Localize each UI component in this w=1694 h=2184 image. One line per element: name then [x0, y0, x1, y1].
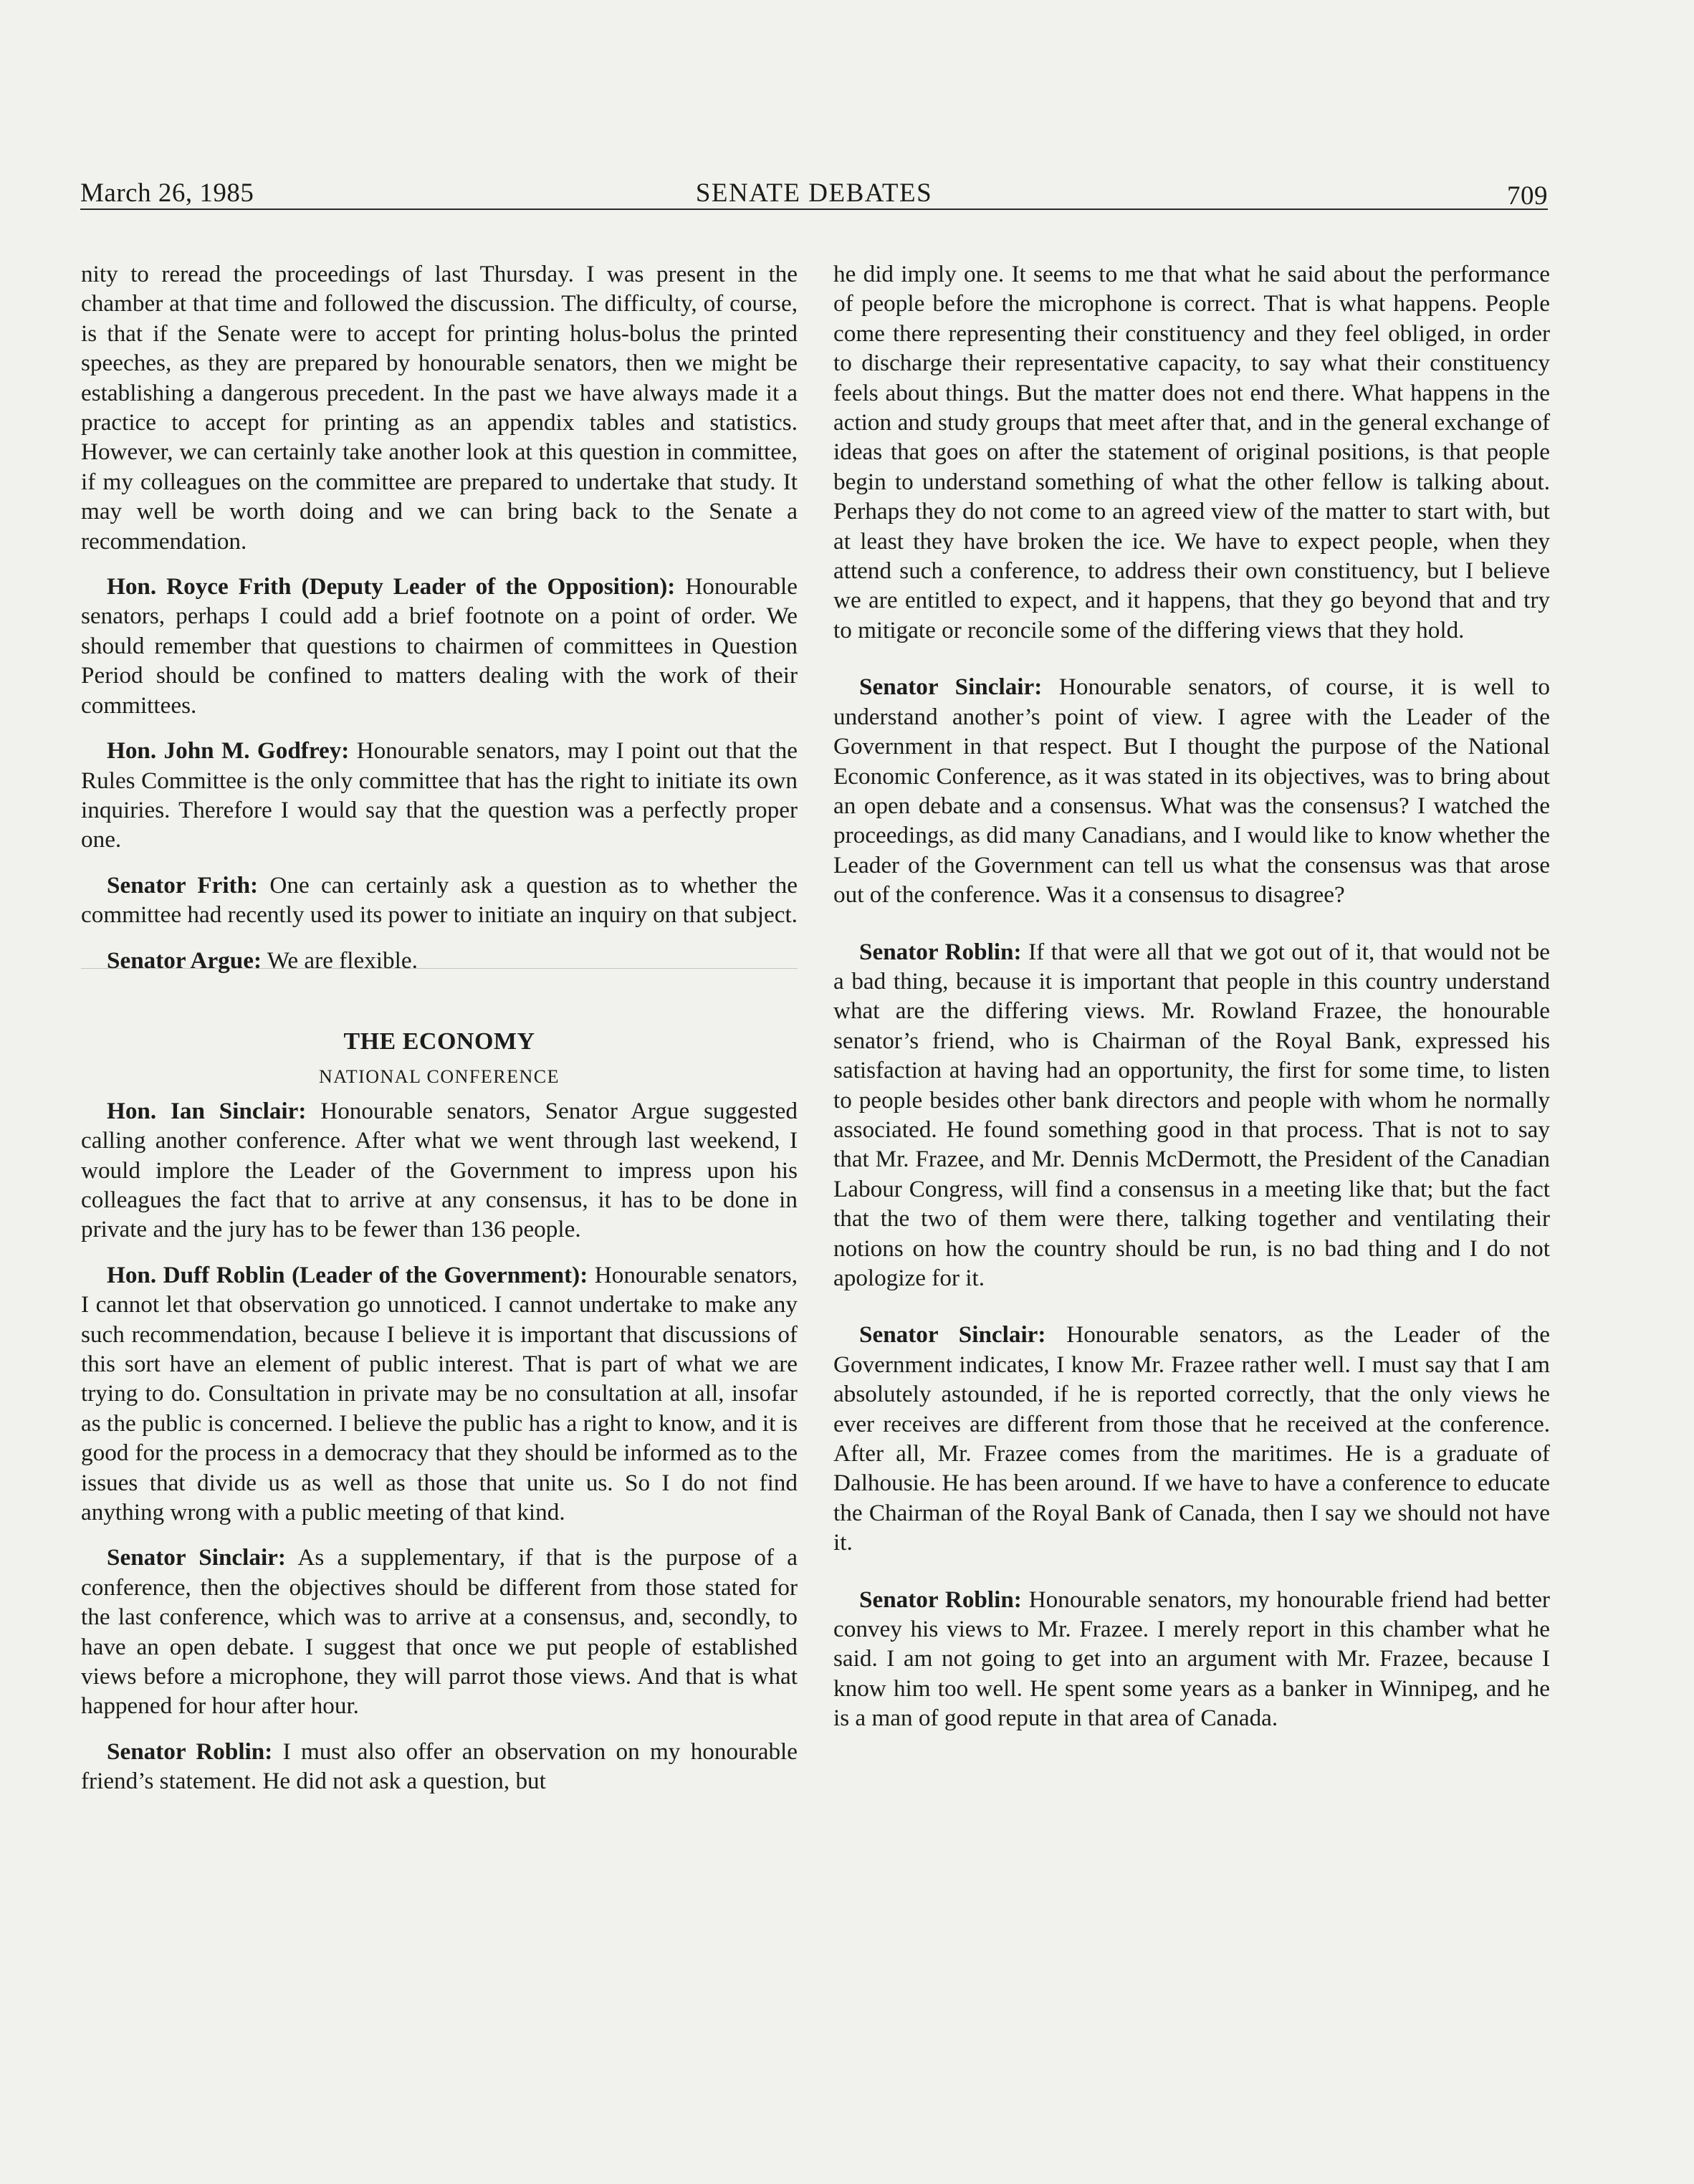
page-number: 709 — [1507, 181, 1548, 211]
speaker-name: Senator Sinclair: — [859, 674, 1043, 701]
speech-text: As a supplementary, if that is the purpose of a conference, then the objectives should be different from those stated for the last conference, which was to arrive at a consensus, and, secondly, to have an open debate. I suggest that once we put people of established views before a microphone, they will parrot those views. And that is what happened for hour after hour. — [81, 1544, 798, 1720]
speaker-name: Hon. John M. Godfrey: — [107, 737, 350, 765]
speech-text: Honourable senators, of course, it is well to understand another’s point of view. I agree with the Leader of the Government in that respect. But I thought the purpose of the National Economic Conference, as it was stated in its objectives, was to bring about an open debate and a consensus. What was the consensus? I watched the proceedings, as did many Canadians, and I would like to know whether the Leader of the Government can tell us what the consensus was that arose out of the conference. Was it a consensus to disagree? — [833, 674, 1550, 909]
speech-text: Honourable senators, Senator Argue suggested calling another conference. After what we went through last weekend, I would implore the Leader of the Government to impress upon his colleagues the fact that to arrive at any consensus, it has to be done in private and the jury has to be fewer than 136 people. — [81, 1097, 798, 1243]
speech-text: Honourable senators, may I point out that the Rules Committee is the only committee that has the right to initiate its own inquiries. Therefore I would say that the question was a perfectly proper one. — [81, 737, 798, 853]
paragraph: nity to reread the proceedings of last Thursday. I was present in the chamber at that time and followed the discussion. The difficulty, of course, is that if the Senate were to accept for printing holus-bolus the printed speeches, as they are prepared by honourable senators, then we might be establishing a dangerous precedent. In the past we have always made it a practice to accept for printing as an appendix tables and statistics. However, we can certainly take another look at this question in committee, if my colleagues on the committee are prepared to undertake that study. It may well be worth doing and we can bring back to the Senate a recommendation. — [81, 261, 798, 555]
paragraph — [833, 1585, 1550, 1733]
speech-text: Honourable senators, I cannot let that observation go unnoticed. I cannot undertake to make any such recommendation, because I believe it is important that discussions of this sort have an element of public interest. That is part of what we are trying to do. Consultation in private may be no consultation at all, insofar as the public is concerned. I believe the public has a right to know, and it is good for the process in a democracy that they should be informed as to the issues that divide us as well as those that unite us. So I do not find anything wrong with a public meeting of that kind. — [81, 1261, 798, 1526]
header-title: SENATE DEBATES — [695, 178, 933, 208]
speech-text: If that were all that we got out of it, that would not be a bad thing, because it is important that people in this country understand what are the differing views. Mr. Rowland Frazee, the honourable senator’s friend, who is Chairman of the Royal Bank, expressed his satisfaction at having had an opportunity, the first for some time, to listen to people besides other bank directors and people with whom he normally associated. He found something good in that process. That is not to say that Mr. Frazee, and Mr. Dennis McDermott, the President of the Canadian Labour Congress, will find a consensus in a meeting like that; but the fact that the two of them were there, talking together and ventilating their notions on how the country should be run, is no bad thing and I do not apologize for it. — [833, 938, 1550, 1291]
speech-text: Honourable senators, as the Leader of the Government indicates, I know Mr. Frazee rather well. I must say that I am absolutely astounded, if he is reported correctly, that the only views he ever receives are different from those that he received at the conference. After all, Mr. Frazee comes from the maritimes. He is a graduate of Dalhousie. He has been around. If we have to have a conference to educate the Chairman of the Royal Bank of Canada, then I say we should not have it. — [833, 1321, 1550, 1556]
speech-text: Honourable senators, perhaps I could add a brief footnote on a point of order. We should remember that questions to chairmen of committees in Question Period should be confined to matters dealing with the work of their committees. — [81, 573, 798, 719]
speaker-name: Senator Argue: — [107, 947, 262, 974]
paragraph — [81, 1543, 798, 1720]
paragraph — [81, 572, 798, 720]
paragraph — [81, 946, 798, 975]
speaker-name: Senator Roblin: — [107, 1738, 273, 1765]
speaker-name: Hon. Duff Roblin (Leader of the Government): — [107, 1261, 588, 1288]
header-rule — [80, 209, 1548, 210]
paragraph — [81, 1260, 798, 1528]
section-heading: THE ECONOMY — [343, 1028, 535, 1055]
header-date: March 26, 1985 — [80, 178, 254, 208]
speaker-name: Senator Frith: — [107, 871, 259, 899]
speaker-name: Senator Roblin: — [859, 938, 1022, 965]
left-column — [81, 259, 798, 1796]
speech-text: Honourable senators, my honourable friend had better convey his views to Mr. Frazee. I merely report in this chamber what he said. I am not going to get into an argument with Mr. Frazee, because I know him too well. He spent some years as a banker in Winnipeg, and he is a man of good repute in that area of Canada. — [833, 1586, 1550, 1732]
paragraph: he did imply one. It seems to me that what he said about the performance of people before the microphone is correct. That is what happens. People come there representing their constituency and they feel obliged, in order to discharge their representative capacity, to say what their constituency feels about things. But the matter does not end there. What happens in the action and study groups that meet after that, and in the general exchange of ideas that goes on after the statement of original positions, is that people begin to understand something of what the other fellow is talking about. Perhaps they do not come to an agreed view of the matter to start with, but at least they have broken the ice. We have to expect people, when they attend such a conference, to address their own constituency, but I believe we are entitled to expect, and it happens, that they go beyond that and try to mitigate or reconcile some of the differing views that they hold. — [833, 261, 1550, 643]
speech-text: One can certainly ask a question as to whether the committee had recently used its power to initiate an inquiry on that subject. — [81, 871, 798, 929]
paragraph — [833, 1320, 1550, 1557]
speaker-name: Senator Sinclair: — [107, 1544, 286, 1571]
paragraph — [81, 736, 798, 855]
section-subheading: NATIONAL CONFERENCE — [319, 1066, 560, 1088]
speech-text: We are flexible. — [262, 947, 418, 974]
page-header — [80, 172, 1548, 212]
speaker-name: Senator Sinclair: — [859, 1321, 1046, 1349]
speaker-name: Hon. Royce Frith (Deputy Leader of the Opposition): — [107, 573, 676, 600]
paragraph — [81, 1737, 798, 1796]
speaker-name: Hon. Ian Sinclair: — [107, 1097, 307, 1124]
right-column — [833, 259, 1550, 1733]
paragraph — [833, 937, 1550, 1293]
paragraph — [833, 672, 1550, 909]
paragraph — [81, 1096, 798, 1245]
speech-text: I must also offer an observation on my honourable friend’s statement. He did not ask a question, but — [81, 1738, 798, 1795]
speaker-name: Senator Roblin: — [859, 1586, 1022, 1613]
paragraph — [81, 871, 798, 930]
